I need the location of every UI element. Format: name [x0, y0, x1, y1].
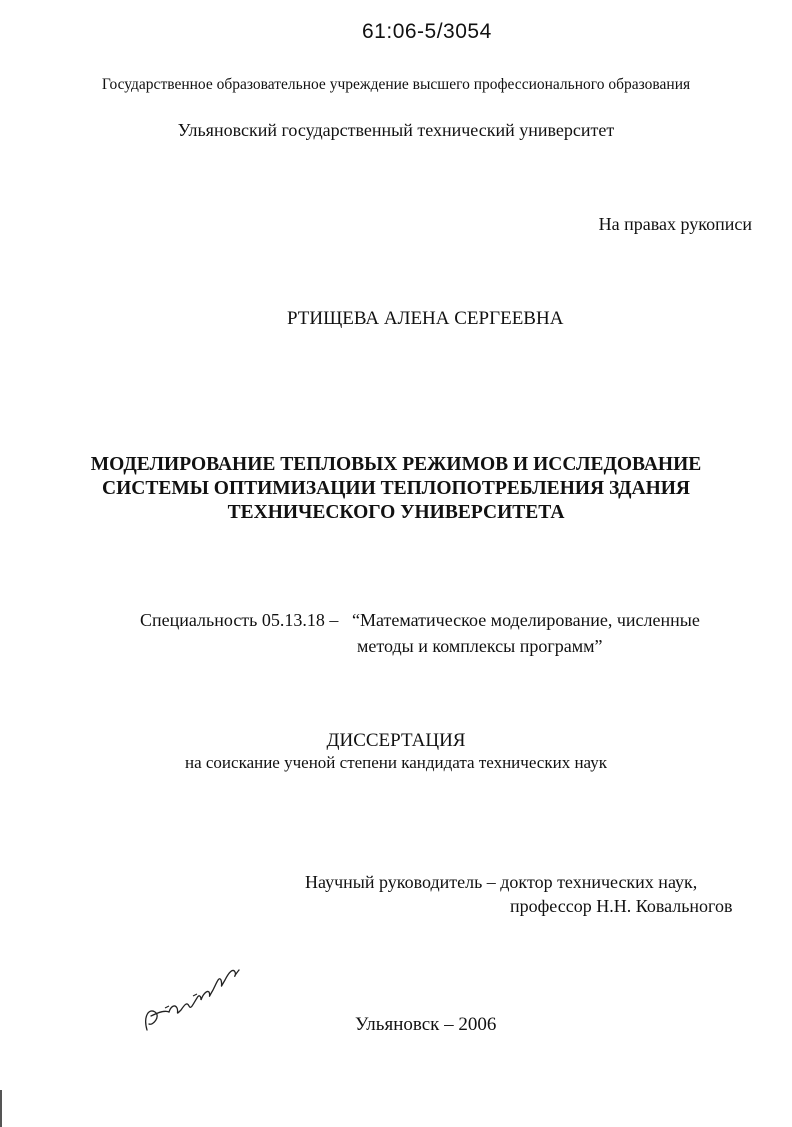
- manuscript-note: На правах рукописи: [598, 214, 752, 234]
- title-line: СИСТЕМЫ ОПТИМИЗАЦИИ ТЕПЛОПОТРЕБЛЕНИЯ ЗДАНИЯ: [102, 478, 690, 499]
- dissertation-type: ДИССЕРТАЦИЯ: [326, 730, 466, 751]
- dissertation-degree: на соискание ученой степени кандидата технических наук: [184, 753, 607, 772]
- university-name: Ульяновский государственный технический университет: [177, 120, 615, 140]
- city-year: Ульяновск – 2006: [355, 1014, 497, 1035]
- supervisor-name: профессор Н.Н. Ковальногов: [510, 896, 733, 916]
- dissertation-title: [0, 453, 792, 525]
- specialty-label: Специальность 05.13.18 –: [140, 610, 339, 630]
- archive-code: 61:06-5/3054: [362, 20, 492, 43]
- specialty-text-line2: методы и комплексы программ”: [357, 636, 603, 656]
- institution-name: Государственное образовательное учреждение высшего профессионального образования: [101, 76, 691, 93]
- scan-edge-mark: [0, 1090, 2, 1127]
- title-line: МОДЕЛИРОВАНИЕ ТЕПЛОВЫХ РЕЖИМОВ И ИССЛЕДОВАНИЕ: [90, 454, 702, 475]
- specialty-text-line1: “Математическое моделирование, численные: [352, 610, 700, 630]
- author-name: РТИЩЕВА АЛЕНА СЕРГЕЕВНА: [287, 308, 564, 329]
- title-line: ТЕХНИЧЕСКОГО УНИВЕРСИТЕТА: [227, 502, 565, 523]
- supervisor-title: Научный руководитель – доктор технических наук,: [305, 872, 698, 892]
- handwritten-signature: [135, 946, 245, 1036]
